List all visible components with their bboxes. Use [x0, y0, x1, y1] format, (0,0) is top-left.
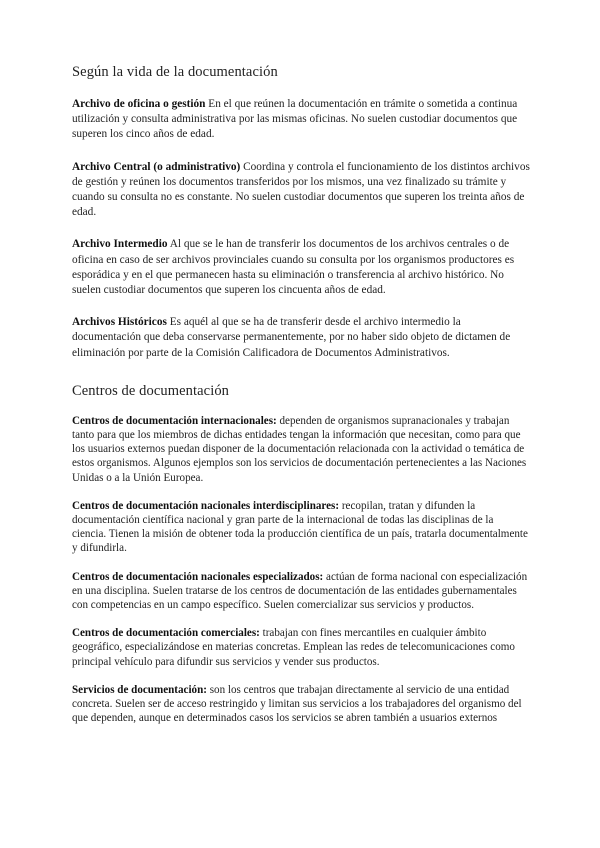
paragraph-servicios-documentacion: [72, 683, 530, 726]
paragraph-archivos-historicos: [72, 315, 530, 361]
desc-centros-internacionales: dependen de organismos supranacionales y trabajan tanto para que los miembros de dichas entidades tengan la información que necesitan, como para que los usuarios externos puedan disponer de la documentación relacionada con la actividad o temática de estos organismos. Algunos ejemplos son los servicios de documentación pertenecientes a las Naciones Unidas o a la Unión Europea.: [72, 414, 527, 484]
paragraph-archivo-intermedio: [72, 237, 530, 298]
section-centros: [72, 383, 530, 726]
desc-archivo-intermedio: Al que se le han de transferir los documentos de los archivos centrales o de oficina en caso de ser archivos provinciales cuando su consulta por los organismos productores es esporádica y en el que permanecen hasta su eliminación o transferencia al archivo histórico. No suelen custodiar documentos que superen los cincuenta años de edad.: [72, 238, 515, 297]
term-archivo-central: Archivo Central (o administrativo): [72, 160, 241, 173]
desc-archivos-historicos: Es aquél al que se ha de transferir desde el archivo intermedio la documentación que deba conservarse permanentemente, por no haber sido objeto de dictamen de eliminación por parte de la Comisión Calificadora de Documentos Administrativos.: [72, 316, 511, 359]
desc-centros-especializados: actúan de forma nacional con especialización en una disciplina. Suelen tratarse de los centros de documentación de las entidades gubernamentales con competencias en un campo específico. Suelen comercializar sus servicios y productos.: [72, 570, 528, 612]
desc-centros-interdisciplinares: recopilan, tratan y difunden la documentación científica nacional y gran parte de la internacional de todas las disciplinas de la ciencia. Tienen la misión de obtener toda la producción científica de un país, tratarla documentalmente y difundirla.: [72, 499, 528, 555]
desc-archivo-oficina: En el que reúnen la documentación en trámite o sometida a continua utilización y consulta administrativa por las mismas oficinas. No suelen custodiar documentos que superen los cinco años de edad.: [72, 98, 518, 141]
term-servicios-documentacion: Servicios de documentación:: [72, 683, 207, 696]
term-centros-interdisciplinares: Centros de documentación nacionales interdisciplinares:: [72, 499, 340, 512]
term-archivo-intermedio: Archivo Intermedio: [72, 238, 168, 251]
term-archivo-oficina: Archivo de oficina o gestión: [72, 98, 206, 110]
desc-archivo-central: Coordina y controla el funcionamiento de los distintos archivos de gestión y reúnen los documentos transferidos por los mismos, una vez finalizado su trámite y cuando su consulta no es constante. No suelen custodiar documentos que superen los treinta años de edad.: [72, 160, 530, 219]
paragraph-archivo-oficina: [72, 97, 530, 143]
section-title-archives: Según la vida de la documentación: [72, 64, 278, 80]
paragraph-archivo-central: [72, 160, 530, 221]
term-centros-internacionales: Centros de documentación internacionales:: [72, 414, 277, 427]
section-archives: [72, 64, 530, 361]
paragraph-centros-interdisciplinares: [72, 499, 530, 556]
term-centros-comerciales: Centros de documentación comerciales:: [72, 627, 260, 640]
paragraph-centros-especializados: [72, 570, 530, 613]
paragraph-centros-internacionales: [72, 414, 530, 485]
term-archivos-historicos: Archivos Históricos: [72, 316, 167, 329]
desc-servicios-documentacion: son los centros que trabajan directamente al servicio de una entidad concreta. Suelen ser de acceso restringido y limitan sus servicios a los trabajadores del organismo del que dependen, aunque en determinados casos los servicios se abren también a usuarios externos: [72, 683, 522, 725]
paragraph-centros-comerciales: [72, 626, 530, 669]
term-centros-especializados: Centros de documentación nacionales especializados:: [72, 570, 324, 583]
document-page: [72, 64, 530, 740]
section-title-centros: Centros de documentación: [72, 382, 230, 399]
desc-centros-comerciales: trabajan con fines mercantiles en cualquier ámbito geográfico, especializándose en materias concretas. Emplean las redes de telecomunicaciones como principal vehículo para difundir sus servicios y vender sus productos.: [72, 627, 515, 668]
